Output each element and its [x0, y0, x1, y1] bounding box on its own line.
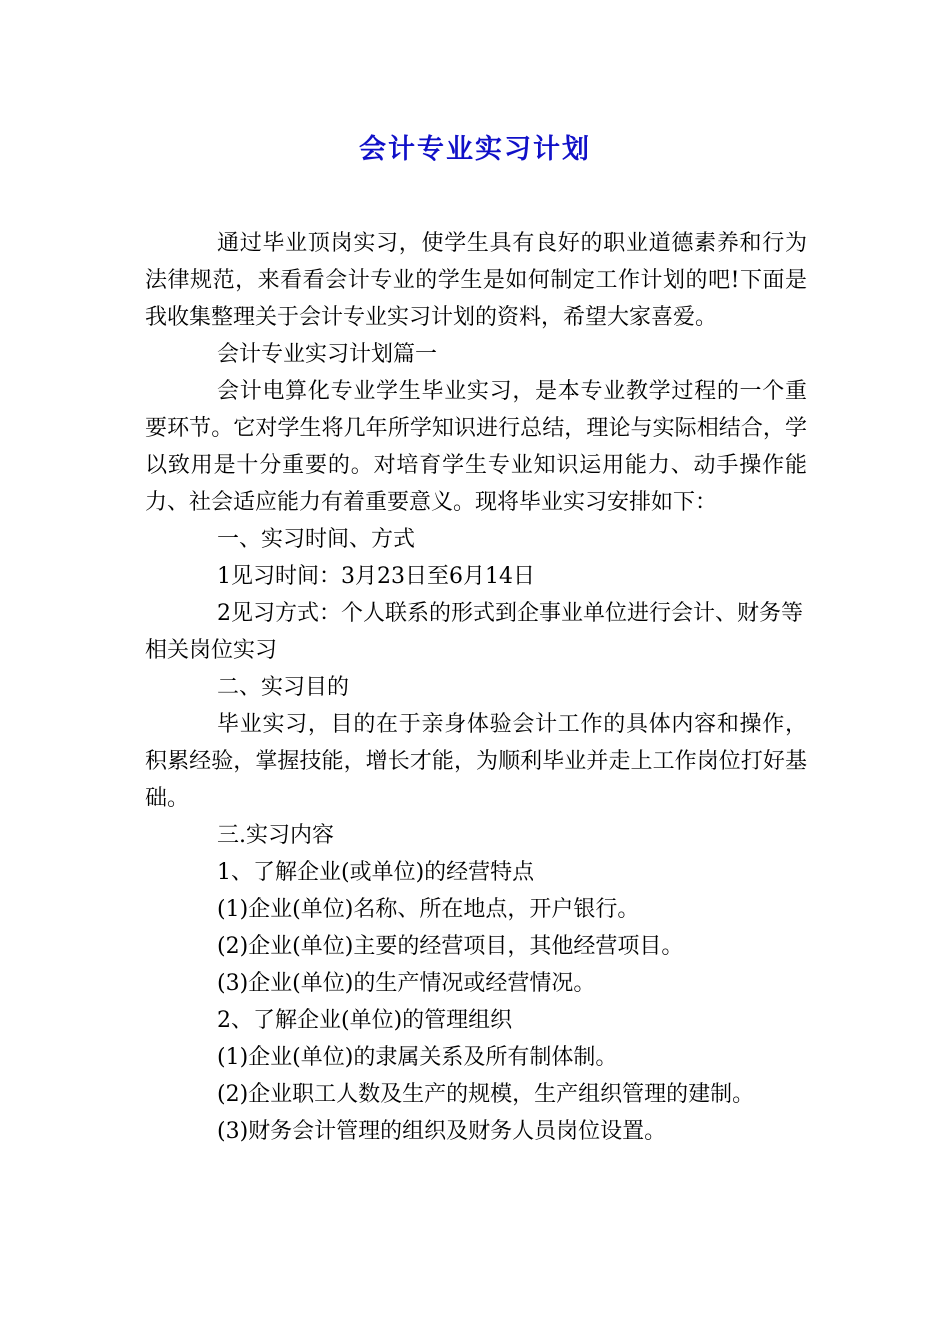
list-item-time: 1见习时间：3月23日至6月14日	[217, 564, 535, 589]
heading-purpose: 二、实习目的	[217, 675, 350, 700]
list-item-method: 2见习方式：个人联系的形式到企事业单位进行会计、财务等相关岗位实习	[145, 601, 803, 663]
paragraph-overview: 会计电算化专业学生毕业实习，是本专业教学过程的一个重要环节。它对学生将几年所学知识进行总结，理论与实际相结合，学以致用是十分重要的。对培育学生专业知识运用能力、动手操作能力、社会适应能力有着重要意义。现将毕业实习安排如下：	[145, 379, 807, 515]
list-item: (3)企业(单位)的生产情况或经营情况。	[217, 971, 596, 996]
section-heading-part-one: 会计专业实习计划篇一	[217, 342, 438, 367]
list-item: (2)企业职工人数及生产的规模，生产组织管理的建制。	[217, 1082, 755, 1107]
list-item: (1)企业(单位)名称、所在地点，开户银行。	[217, 897, 640, 922]
list-item: (2)企业(单位)主要的经营项目，其他经营项目。	[217, 934, 684, 959]
list-item: (3)财务会计管理的组织及财务人员岗位设置。	[217, 1119, 667, 1144]
paragraph-intro: 通过毕业顶岗实习，使学生具有良好的职业道德素养和行为法律规范，来看看会计专业的学生是如何制定工作计划的吧!下面是我收集整理关于会计专业实习计划的资料，希望大家喜爱。	[145, 231, 807, 330]
heading-content: 三.实习内容	[217, 823, 334, 848]
subheading-business-features: 1、了解企业(或单位)的经营特点	[217, 860, 535, 885]
document-title: 会计专业实习计划	[359, 134, 591, 165]
heading-time-and-method: 一、实习时间、方式	[217, 527, 416, 552]
subheading-management-organization: 2、了解企业(单位)的管理组织	[217, 1008, 513, 1033]
paragraph-purpose: 毕业实习，目的在于亲身体验会计工作的具体内容和操作，积累经验，掌握技能，增长才能，为顺利毕业并走上工作岗位打好基础。	[145, 712, 807, 811]
document-body	[145, 225, 807, 1150]
list-item: (1)企业(单位)的隶属关系及所有制体制。	[217, 1045, 618, 1070]
